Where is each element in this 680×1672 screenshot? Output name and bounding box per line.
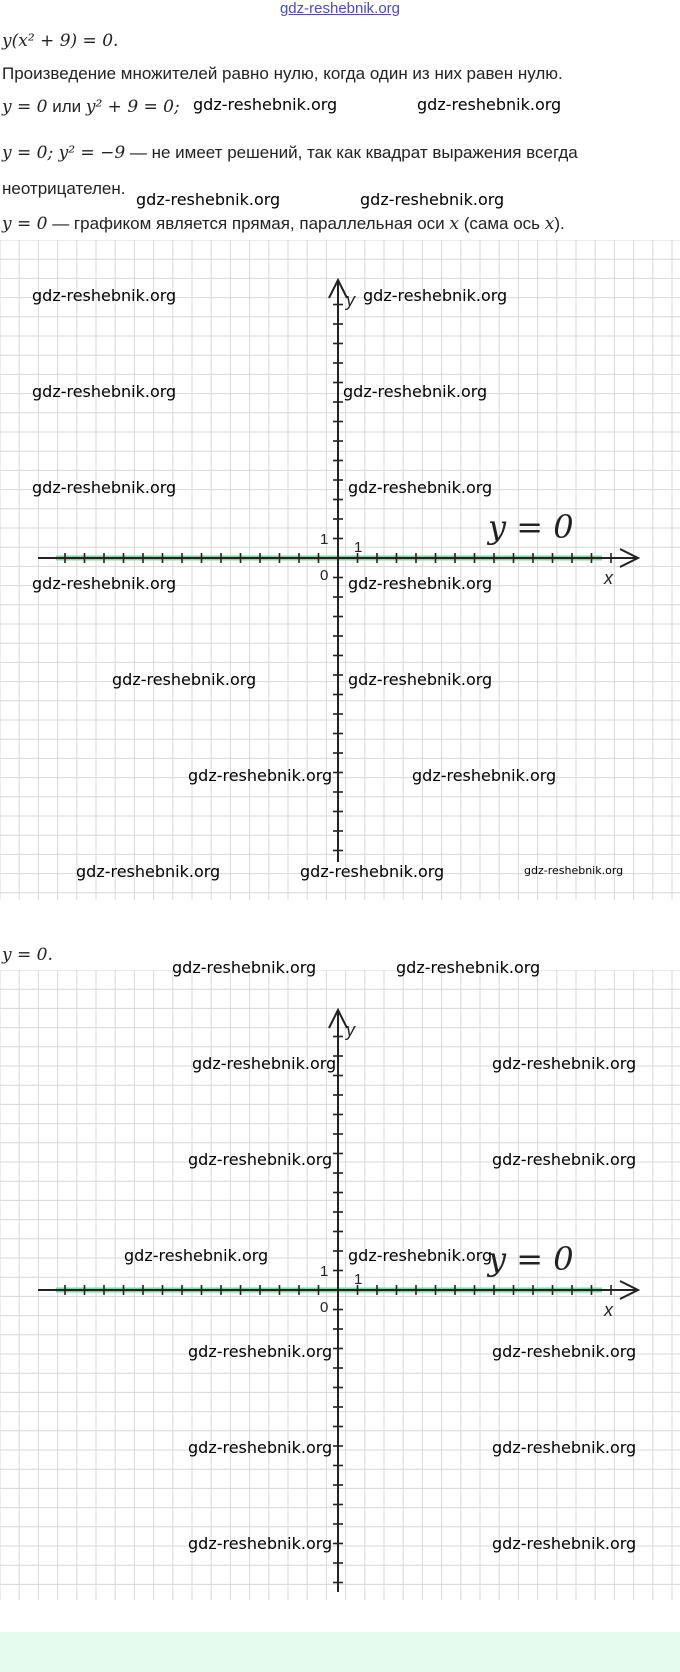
- coordinate-plane: [0, 240, 680, 900]
- unit-y-label: 1: [320, 531, 329, 548]
- watermark: gdz-reshebnik.org: [192, 1054, 337, 1073]
- origin-label: 0: [320, 1299, 329, 1316]
- watermark: gdz-reshebnik.org: [348, 478, 493, 497]
- watermark: gdz-reshebnik.org: [32, 574, 177, 593]
- watermark: gdz-reshebnik.org: [363, 286, 508, 305]
- watermark: gdz-reshebnik.org: [348, 574, 493, 593]
- graph-line-label: y = 0: [488, 508, 574, 546]
- graph-desc-axis2: x: [544, 214, 555, 234]
- watermark: gdz-reshebnik.org: [492, 1150, 637, 1169]
- watermark: gdz-reshebnik.org: [188, 1438, 333, 1457]
- graph-desc-text: — графиком является прямая, параллельная оси: [47, 214, 450, 233]
- watermark: gdz-reshebnik.org: [172, 958, 317, 977]
- graph-desc-axis: x: [449, 214, 459, 234]
- watermark: gdz-reshebnik.org: [188, 766, 333, 785]
- case-y-square: y² + 9 = 0;: [85, 97, 180, 117]
- watermark: gdz-reshebnik.org: [112, 670, 257, 689]
- explanation-text: Произведение множителей равно нулю, когда один из них равен нулю.: [2, 64, 563, 83]
- watermark: gdz-reshebnik.org: [396, 958, 541, 977]
- graph-line-label: y = 0: [488, 1240, 574, 1278]
- no-solution-text: — не имеет решений, так как квадрат выражения всегда: [125, 143, 578, 162]
- site-link[interactable]: gdz-reshebnik.org: [279, 0, 401, 17]
- watermark: gdz-reshebnik.org: [492, 1342, 637, 1361]
- unit-x-label: 1: [354, 539, 363, 556]
- graph-desc-text2: (сама ось: [459, 214, 545, 233]
- watermark: gdz-reshebnik.org: [136, 190, 281, 209]
- case-y-zero: y = 0: [2, 97, 48, 117]
- graph-desc-end: ).: [554, 214, 565, 233]
- x-axis-label: x: [604, 1300, 613, 1320]
- no-solution-line-2: неотрицателен.: [2, 179, 126, 198]
- watermark: gdz-reshebnik.org: [492, 1438, 637, 1457]
- watermark: gdz-reshebnik.org: [492, 1534, 637, 1553]
- no-solution-math: y = 0; y² = −9: [2, 143, 126, 163]
- watermark: gdz-reshebnik.org: [32, 286, 177, 305]
- graph-description: [2, 213, 565, 235]
- watermark: gdz-reshebnik.org: [348, 1246, 493, 1265]
- cases-line: [2, 96, 180, 118]
- graph-desc-math: y = 0: [2, 214, 48, 234]
- watermark: gdz-reshebnik.org: [524, 864, 624, 877]
- origin-label: 0: [320, 567, 329, 584]
- or-word: или: [47, 97, 86, 116]
- y-axis-label: y: [346, 1020, 355, 1040]
- watermark: gdz-reshebnik.org: [492, 1054, 637, 1073]
- y-axis-label: y: [346, 290, 355, 310]
- watermark: gdz-reshebnik.org: [188, 1534, 333, 1553]
- watermark: gdz-reshebnik.org: [188, 1342, 333, 1361]
- x-axis-label: x: [604, 568, 613, 588]
- watermark: gdz-reshebnik.org: [32, 478, 177, 497]
- watermark: gdz-reshebnik.org: [300, 862, 445, 881]
- footer-band: [0, 1632, 680, 1672]
- answer: y = 0.: [2, 945, 53, 965]
- unit-x-label: 1: [354, 1271, 363, 1288]
- watermark: gdz-reshebnik.org: [412, 766, 557, 785]
- equation: y(x² + 9) = 0.: [2, 31, 119, 51]
- watermark: gdz-reshebnik.org: [76, 862, 221, 881]
- watermark: gdz-reshebnik.org: [32, 382, 177, 401]
- watermark: gdz-reshebnik.org: [188, 1150, 333, 1169]
- watermark: gdz-reshebnik.org: [343, 382, 488, 401]
- watermark: gdz-reshebnik.org: [193, 95, 338, 114]
- watermark: gdz-reshebnik.org: [124, 1246, 269, 1265]
- graph-1: [0, 240, 680, 900]
- watermark: gdz-reshebnik.org: [348, 670, 493, 689]
- watermark: gdz-reshebnik.org: [360, 190, 505, 209]
- no-solution-line: [2, 142, 578, 164]
- watermark: gdz-reshebnik.org: [417, 95, 562, 114]
- unit-y-label: 1: [320, 1263, 329, 1280]
